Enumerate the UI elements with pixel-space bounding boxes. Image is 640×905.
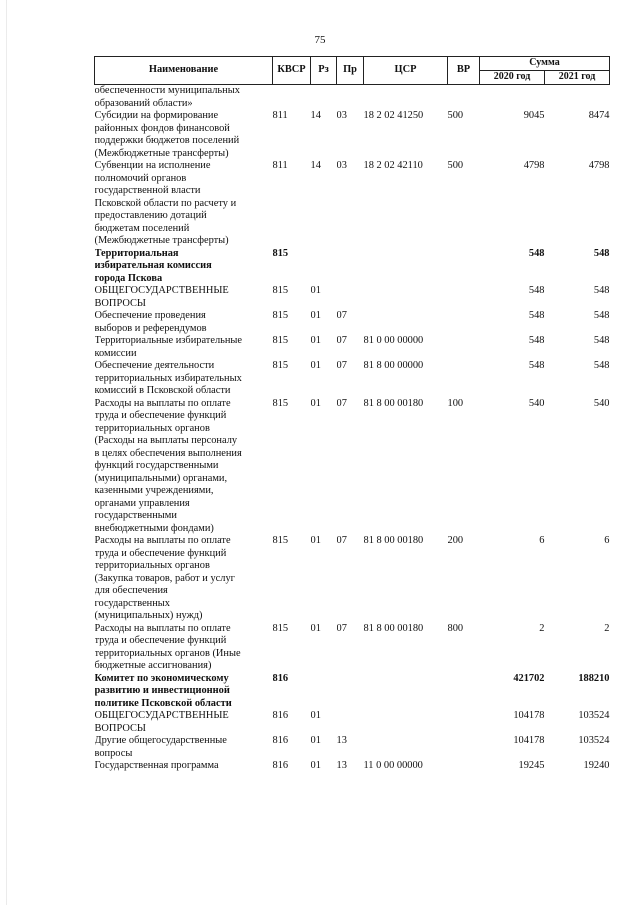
cell-pr xyxy=(337,285,364,310)
table-row xyxy=(95,398,610,536)
cell-kvsr: 815 xyxy=(272,397,289,409)
cell-name: Комитет по экономическому развитию и инвестиционной политике Псковской области xyxy=(94,672,232,709)
cell-kvsr: 815 xyxy=(272,335,289,346)
cell-vr: 500 xyxy=(447,110,464,121)
table-row xyxy=(95,735,610,760)
cell-pr: 07 xyxy=(336,535,347,546)
cell-s2020: 548 xyxy=(528,310,545,321)
cell-rz: 01 xyxy=(310,397,321,409)
cell-vr: 500 xyxy=(447,160,464,171)
table-body xyxy=(95,85,610,773)
cell-csr: 81 0 00 00000 xyxy=(363,335,424,346)
cell-s2021: 4798 xyxy=(588,160,610,171)
cell-pr: 13 xyxy=(336,735,347,746)
table-row xyxy=(95,248,610,286)
cell-s2020: 540 xyxy=(528,397,545,409)
cell-csr xyxy=(364,673,448,711)
table-row xyxy=(95,285,610,310)
cell-s2021: 103524 xyxy=(578,710,610,721)
cell-pr: 03 xyxy=(336,110,347,121)
cell-rz: 01 xyxy=(310,735,321,746)
cell-s2021: 188210 xyxy=(578,672,610,684)
cell-name: Территориальные избирательные комиссии xyxy=(94,335,243,359)
cell-kvsr: 815 xyxy=(272,535,289,546)
header-pr: Пр xyxy=(337,57,364,85)
cell-s2020: 548 xyxy=(528,247,545,259)
cell-pr: 07 xyxy=(336,397,347,409)
cell-vr xyxy=(448,335,480,360)
cell-s2020: 104178 xyxy=(513,735,545,746)
cell-s2021: 548 xyxy=(593,335,610,346)
cell-kvsr: 811 xyxy=(272,110,288,121)
cell-vr: 800 xyxy=(447,622,464,634)
cell-s2021 xyxy=(545,85,610,111)
cell-rz: 14 xyxy=(310,110,321,121)
cell-kvsr: 816 xyxy=(272,760,289,771)
cell-name: Расходы на выплаты по оплате труда и обеспечение функций территориальных органов (Иные бюджетные ассигнования) xyxy=(94,622,241,671)
cell-s2021: 548 xyxy=(593,310,610,321)
table-row xyxy=(95,110,610,160)
cell-name: Расходы на выплаты по оплате труда и обеспечение функций территориальных органов (Закупка товаров, работ и услуг для обеспечения государственных (муниципальных) нужд) xyxy=(94,535,235,621)
cell-csr: 18 2 02 41250 xyxy=(363,110,424,121)
cell-kvsr: 815 xyxy=(272,622,289,634)
cell-s2020: 421702 xyxy=(513,672,545,684)
header-name: Наименование xyxy=(95,57,273,85)
cell-s2021: 548 xyxy=(593,247,610,259)
cell-rz: 01 xyxy=(310,622,321,634)
cell-vr xyxy=(448,248,480,286)
cell-pr: 07 xyxy=(336,622,347,634)
cell-s2021: 6 xyxy=(604,535,610,546)
cell-pr: 07 xyxy=(336,310,347,321)
cell-name: Субвенции на исполнение полномочий органов государственной власти Псковской области по расчету и предоставлению дотаций бюджетам поселений (Межбюджетные трансферты) xyxy=(94,160,237,246)
cell-s2021: 103524 xyxy=(578,735,610,746)
cell-rz xyxy=(311,673,337,711)
cell-rz: 14 xyxy=(310,160,321,171)
cell-rz: 01 xyxy=(310,760,321,771)
table-header xyxy=(95,57,610,85)
cell-s2020: 2 xyxy=(539,622,545,634)
cell-vr: 200 xyxy=(447,535,464,546)
cell-name: Другие общегосударственные вопросы xyxy=(94,735,227,759)
cell-csr: 81 8 00 00180 xyxy=(363,622,424,634)
cell-s2020: 104178 xyxy=(513,710,545,721)
cell-name: Обеспечение деятельности территориальных избирательных комиссий в Псковской области xyxy=(94,360,242,396)
cell-csr xyxy=(364,310,448,335)
cell-vr xyxy=(448,760,480,773)
cell-rz: 01 xyxy=(310,710,321,721)
cell-kvsr: 816 xyxy=(272,710,289,721)
cell-csr xyxy=(364,710,448,735)
header-vr: ВР xyxy=(448,57,480,85)
cell-vr xyxy=(448,673,480,711)
cell-name: Территориальная избирательная комиссия города Пскова xyxy=(94,247,212,284)
cell-vr xyxy=(448,310,480,335)
cell-s2021: 19240 xyxy=(583,760,610,771)
cell-vr xyxy=(448,285,480,310)
table-row xyxy=(95,623,610,673)
header-rz: Рз xyxy=(311,57,337,85)
header-year-2021: 2021 год xyxy=(545,71,610,85)
header-summa: Сумма xyxy=(480,57,610,71)
cell-s2021: 548 xyxy=(593,285,610,296)
cell-name: обеспеченности муниципальных образований области» xyxy=(94,85,240,109)
cell-kvsr: 815 xyxy=(272,360,289,371)
cell-name: Государственная программа xyxy=(94,760,219,771)
cell-pr: 07 xyxy=(336,360,347,371)
cell-rz: 01 xyxy=(310,285,321,296)
cell-s2020 xyxy=(480,85,545,111)
cell-name: ОБЩЕГОСУДАРСТВЕННЫЕ ВОПРОСЫ xyxy=(94,285,229,309)
table-row xyxy=(95,85,610,111)
cell-s2020: 4798 xyxy=(523,160,545,171)
cell-csr: 81 8 00 00000 xyxy=(363,360,424,371)
cell-rz: 01 xyxy=(310,310,321,321)
table-row xyxy=(95,673,610,711)
cell-pr: 13 xyxy=(336,760,347,771)
cell-vr xyxy=(448,85,480,111)
cell-kvsr: 815 xyxy=(272,247,289,259)
cell-s2020: 548 xyxy=(528,335,545,346)
cell-s2020: 548 xyxy=(528,285,545,296)
cell-kvsr xyxy=(273,85,311,111)
cell-csr: 81 8 00 00180 xyxy=(363,535,424,546)
table-row xyxy=(95,535,610,623)
cell-s2020: 9045 xyxy=(523,110,545,121)
cell-kvsr: 811 xyxy=(272,160,288,171)
header-year-2020: 2020 год xyxy=(480,71,545,85)
cell-name: Обеспечение проведения выборов и референдумов xyxy=(94,310,207,334)
cell-csr: 18 2 02 42110 xyxy=(363,160,423,171)
cell-kvsr: 816 xyxy=(272,735,289,746)
cell-s2021: 2 xyxy=(604,622,610,634)
cell-name: ОБЩЕГОСУДАРСТВЕННЫЕ ВОПРОСЫ xyxy=(94,710,229,734)
cell-csr: 11 0 00 00000 xyxy=(363,760,423,771)
cell-rz: 01 xyxy=(310,335,321,346)
cell-pr xyxy=(337,710,364,735)
cell-vr: 100 xyxy=(447,397,464,409)
table-row xyxy=(95,760,610,773)
cell-csr xyxy=(364,735,448,760)
cell-s2020: 19245 xyxy=(518,760,545,771)
cell-vr xyxy=(448,360,480,398)
cell-rz: 01 xyxy=(310,535,321,546)
cell-s2020: 6 xyxy=(539,535,545,546)
cell-s2021: 548 xyxy=(593,360,610,371)
cell-csr xyxy=(364,285,448,310)
table-row xyxy=(95,360,610,398)
cell-pr: 07 xyxy=(336,335,347,346)
scan-edge xyxy=(6,0,7,905)
cell-csr xyxy=(364,85,448,111)
table-row xyxy=(95,160,610,248)
cell-kvsr: 816 xyxy=(272,672,289,684)
header-kvsr: КВСР xyxy=(273,57,311,85)
cell-vr xyxy=(448,710,480,735)
cell-s2021: 8474 xyxy=(588,110,610,121)
table-row xyxy=(95,335,610,360)
budget-table xyxy=(94,56,610,773)
cell-s2021: 540 xyxy=(593,397,610,409)
cell-csr: 81 8 00 00180 xyxy=(363,397,424,409)
cell-name: Расходы на выплаты по оплате труда и обеспечение функций территориальных органов (Расходы на выплаты персоналу в целях обеспечения выполнения функций государственными (муниципальными) органами, казенными учреждениями, органами управления государственными внебюджетными фондами) xyxy=(94,397,242,534)
cell-rz: 01 xyxy=(310,360,321,371)
cell-pr xyxy=(337,673,364,711)
cell-pr: 03 xyxy=(336,160,347,171)
cell-rz xyxy=(311,85,337,111)
cell-kvsr: 815 xyxy=(272,285,289,296)
cell-rz xyxy=(311,248,337,286)
cell-vr xyxy=(448,735,480,760)
cell-s2020: 548 xyxy=(528,360,545,371)
table-row xyxy=(95,710,610,735)
table-row xyxy=(95,310,610,335)
cell-csr xyxy=(364,248,448,286)
cell-pr xyxy=(337,248,364,286)
cell-name: Субсидии на формирование районных фондов финансовой поддержки бюджетов поселений (Межбюджетные трансферты) xyxy=(94,110,240,159)
cell-kvsr: 815 xyxy=(272,310,289,321)
header-csr: ЦСР xyxy=(364,57,448,85)
cell-pr xyxy=(337,85,364,111)
page-number: 75 xyxy=(314,34,326,46)
